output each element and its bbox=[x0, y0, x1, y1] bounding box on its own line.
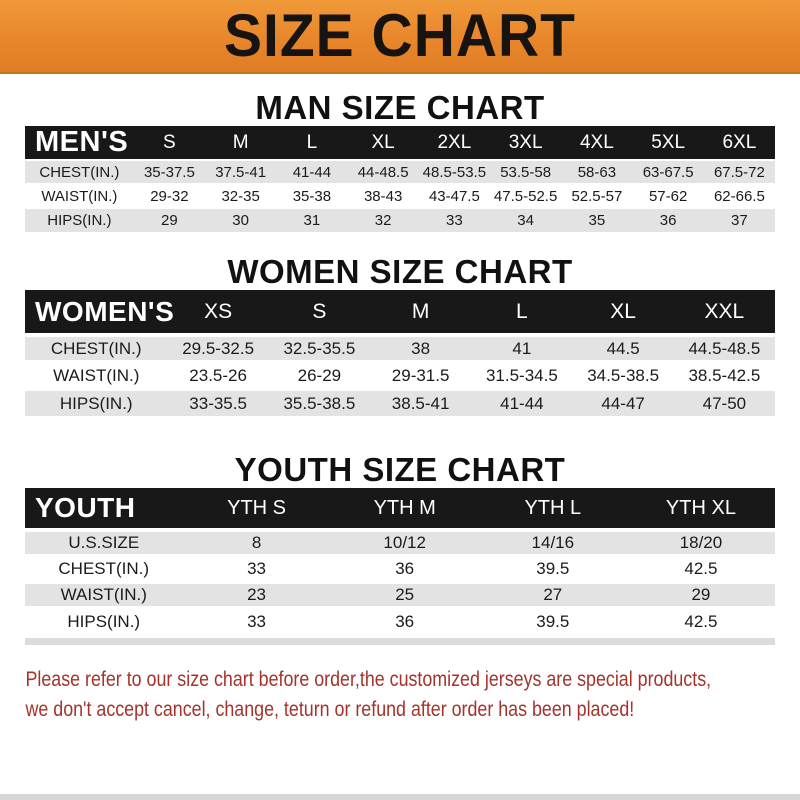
table-row bbox=[25, 362, 775, 389]
row-label-cell: WAIST(IN.) bbox=[25, 582, 183, 608]
value-cell: 41 bbox=[471, 335, 572, 362]
value-cell: 35-38 bbox=[276, 184, 347, 208]
page-bottom-strip bbox=[0, 794, 800, 800]
youth-table-bottom-strip bbox=[25, 638, 775, 645]
value-cell: 47-50 bbox=[674, 389, 775, 416]
row-label-cell: U.S.SIZE bbox=[25, 530, 183, 556]
youth-size-table bbox=[25, 488, 775, 634]
value-cell: 39.5 bbox=[479, 556, 627, 582]
value-cell: 25 bbox=[331, 582, 479, 608]
size-column-header: 3XL bbox=[490, 126, 561, 160]
value-cell: 31 bbox=[276, 208, 347, 232]
table-row bbox=[25, 556, 775, 582]
row-label-cell: WAIST(IN.) bbox=[25, 184, 134, 208]
women-size-table-body bbox=[25, 335, 775, 416]
row-label-cell: CHEST(IN.) bbox=[25, 335, 168, 362]
size-column-header: YTH XL bbox=[627, 488, 775, 530]
value-cell: 41-44 bbox=[471, 389, 572, 416]
size-column-header: XS bbox=[168, 290, 269, 335]
footer-note-line1: Please refer to our size chart before order,the customized jerseys are special products, bbox=[25, 668, 712, 691]
value-cell: 44.5-48.5 bbox=[674, 335, 775, 362]
value-cell: 34 bbox=[490, 208, 561, 232]
value-cell: 26-29 bbox=[269, 362, 370, 389]
size-chart-banner bbox=[0, 0, 800, 74]
value-cell: 23.5-26 bbox=[168, 362, 269, 389]
row-label-cell: WAIST(IN.) bbox=[25, 362, 168, 389]
man-size-table bbox=[25, 126, 775, 232]
value-cell: 38.5-41 bbox=[370, 389, 471, 416]
size-column-header: S bbox=[134, 126, 205, 160]
header-row bbox=[25, 290, 775, 335]
row-label-cell: CHEST(IN.) bbox=[25, 556, 183, 582]
value-cell: 48.5-53.5 bbox=[419, 160, 490, 184]
value-cell: 53.5-58 bbox=[490, 160, 561, 184]
table-row bbox=[25, 208, 775, 232]
value-cell: 33-35.5 bbox=[168, 389, 269, 416]
size-column-header: YTH L bbox=[479, 488, 627, 530]
value-cell: 44.5 bbox=[573, 335, 674, 362]
value-cell: 63-67.5 bbox=[633, 160, 704, 184]
value-cell: 35.5-38.5 bbox=[269, 389, 370, 416]
size-column-header: 6XL bbox=[704, 126, 775, 160]
value-cell: 38.5-42.5 bbox=[674, 362, 775, 389]
youth-size-chart-heading: YOUTH SIZE CHART bbox=[234, 451, 566, 488]
value-cell: 57-62 bbox=[633, 184, 704, 208]
man-size-chart-heading: MAN SIZE CHART bbox=[255, 89, 545, 126]
value-cell: 32.5-35.5 bbox=[269, 335, 370, 362]
value-cell: 32 bbox=[348, 208, 419, 232]
value-cell: 23 bbox=[183, 582, 331, 608]
value-cell: 30 bbox=[205, 208, 276, 232]
row-label-cell: CHEST(IN.) bbox=[25, 160, 134, 184]
value-cell: 44-48.5 bbox=[348, 160, 419, 184]
value-cell: 18/20 bbox=[627, 530, 775, 556]
value-cell: 36 bbox=[331, 556, 479, 582]
value-cell: 38 bbox=[370, 335, 471, 362]
size-column-header: XL bbox=[573, 290, 674, 335]
value-cell: 35-37.5 bbox=[134, 160, 205, 184]
value-cell: 14/16 bbox=[479, 530, 627, 556]
value-cell: 33 bbox=[183, 608, 331, 634]
value-cell: 37.5-41 bbox=[205, 160, 276, 184]
value-cell: 39.5 bbox=[479, 608, 627, 634]
value-cell: 36 bbox=[331, 608, 479, 634]
size-column-header: 4XL bbox=[561, 126, 632, 160]
value-cell: 47.5-52.5 bbox=[490, 184, 561, 208]
value-cell: 33 bbox=[419, 208, 490, 232]
size-column-header: XXL bbox=[674, 290, 775, 335]
table-row bbox=[25, 335, 775, 362]
women-size-table bbox=[25, 290, 775, 416]
footer-note bbox=[0, 665, 712, 725]
value-cell: 67.5-72 bbox=[704, 160, 775, 184]
value-cell: 29.5-32.5 bbox=[168, 335, 269, 362]
youth-size-table-header bbox=[25, 488, 775, 530]
size-column-header: YTH M bbox=[331, 488, 479, 530]
value-cell: 41-44 bbox=[276, 160, 347, 184]
youth-size-table-body bbox=[25, 530, 775, 634]
banner-title: SIZE CHART bbox=[224, 1, 576, 70]
value-cell: 52.5-57 bbox=[561, 184, 632, 208]
value-cell: 43-47.5 bbox=[419, 184, 490, 208]
table-row bbox=[25, 389, 775, 416]
size-column-header: 5XL bbox=[633, 126, 704, 160]
value-cell: 34.5-38.5 bbox=[573, 362, 674, 389]
value-cell: 29 bbox=[627, 582, 775, 608]
table-title-cell: WOMEN'S bbox=[25, 290, 168, 335]
value-cell: 29-32 bbox=[134, 184, 205, 208]
size-column-header: 2XL bbox=[419, 126, 490, 160]
table-row bbox=[25, 160, 775, 184]
footer-note-line2: we don't accept cancel, change, teturn or refund after order has been placed! bbox=[25, 698, 635, 721]
value-cell: 27 bbox=[479, 582, 627, 608]
row-label-cell: HIPS(IN.) bbox=[25, 208, 134, 232]
table-row bbox=[25, 184, 775, 208]
value-cell: 10/12 bbox=[331, 530, 479, 556]
header-row bbox=[25, 488, 775, 530]
table-row bbox=[25, 582, 775, 608]
size-column-header: M bbox=[205, 126, 276, 160]
value-cell: 42.5 bbox=[627, 608, 775, 634]
value-cell: 36 bbox=[633, 208, 704, 232]
row-label-cell: HIPS(IN.) bbox=[25, 608, 183, 634]
value-cell: 29-31.5 bbox=[370, 362, 471, 389]
women-size-table-header bbox=[25, 290, 775, 335]
size-column-header: L bbox=[276, 126, 347, 160]
table-row bbox=[25, 608, 775, 634]
size-column-header: L bbox=[471, 290, 572, 335]
value-cell: 42.5 bbox=[627, 556, 775, 582]
man-size-table-body bbox=[25, 160, 775, 232]
value-cell: 38-43 bbox=[348, 184, 419, 208]
row-label-cell: HIPS(IN.) bbox=[25, 389, 168, 416]
value-cell: 62-66.5 bbox=[704, 184, 775, 208]
size-column-header: S bbox=[269, 290, 370, 335]
value-cell: 29 bbox=[134, 208, 205, 232]
table-title-cell: YOUTH bbox=[25, 488, 183, 530]
value-cell: 8 bbox=[183, 530, 331, 556]
table-title-cell: MEN'S bbox=[25, 126, 134, 160]
value-cell: 31.5-34.5 bbox=[471, 362, 572, 389]
man-size-table-header bbox=[25, 126, 775, 160]
value-cell: 32-35 bbox=[205, 184, 276, 208]
size-column-header: YTH S bbox=[183, 488, 331, 530]
value-cell: 44-47 bbox=[573, 389, 674, 416]
value-cell: 35 bbox=[561, 208, 632, 232]
value-cell: 33 bbox=[183, 556, 331, 582]
header-row bbox=[25, 126, 775, 160]
size-column-header: XL bbox=[348, 126, 419, 160]
value-cell: 37 bbox=[704, 208, 775, 232]
size-column-header: M bbox=[370, 290, 471, 335]
value-cell: 58-63 bbox=[561, 160, 632, 184]
women-size-chart-heading: WOMEN SIZE CHART bbox=[227, 253, 573, 290]
table-row bbox=[25, 530, 775, 556]
